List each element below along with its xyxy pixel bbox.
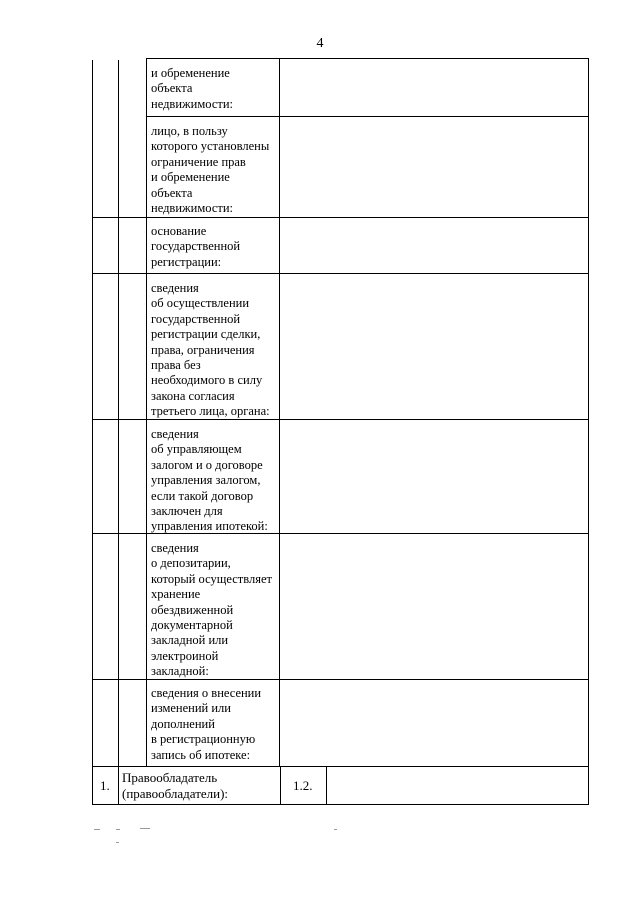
row-label: сведения об управляющем залогом и о договоре управления залогом, если такой договор заключен для управления ипотекой:: [151, 427, 268, 534]
page-number: 4: [316, 36, 324, 51]
row-number: 1.: [100, 778, 110, 793]
scan-artifact: [140, 828, 150, 829]
table-border-left: [92, 60, 93, 766]
sub-row-number: 1.2.: [293, 778, 313, 793]
table-line: [92, 273, 589, 274]
right-holder-label: Правообладатель (правообладатели):: [122, 770, 229, 801]
scan-artifact: [116, 829, 120, 830]
table-border-right: [588, 58, 589, 766]
bottom-row-border-left: [92, 766, 93, 805]
row-label: сведения о внесении изменений или дополнений в регистрационную запись об ипотеке:: [151, 686, 262, 762]
scan-artifact: [94, 829, 100, 830]
bottom-row-divider: [326, 766, 327, 805]
row-label: сведения об осуществлении государственной регистрации сделки, права, ограничения права без необходимого в силу закона согласия третьего лица, органа:: [151, 281, 270, 419]
bottom-row-border-right: [588, 766, 589, 805]
table-line-top: [146, 58, 589, 59]
table-line: [92, 766, 589, 767]
row-label: и обременение объекта недвижимости:: [151, 66, 233, 111]
row-label: основание государственной регистрации:: [151, 224, 241, 269]
scan-artifact: [334, 829, 337, 830]
table-divider-outer: [118, 60, 119, 766]
table-line: [146, 116, 589, 117]
bottom-row-divider: [118, 766, 119, 805]
bottom-row-divider: [280, 766, 281, 805]
scan-artifact: [116, 842, 119, 843]
table-line-bottom: [92, 804, 589, 805]
table-line: [92, 217, 589, 218]
row-label: сведения о депозитарии, который осуществляет хранение обездвиженной документарной закладной или электроиной закладной:: [151, 541, 272, 679]
row-label: лицо, в пользу которого установлены ограничение прав и обременение объекта недвижимости:: [151, 124, 270, 216]
table-divider-inner: [146, 58, 147, 766]
table-divider-value: [279, 58, 280, 766]
